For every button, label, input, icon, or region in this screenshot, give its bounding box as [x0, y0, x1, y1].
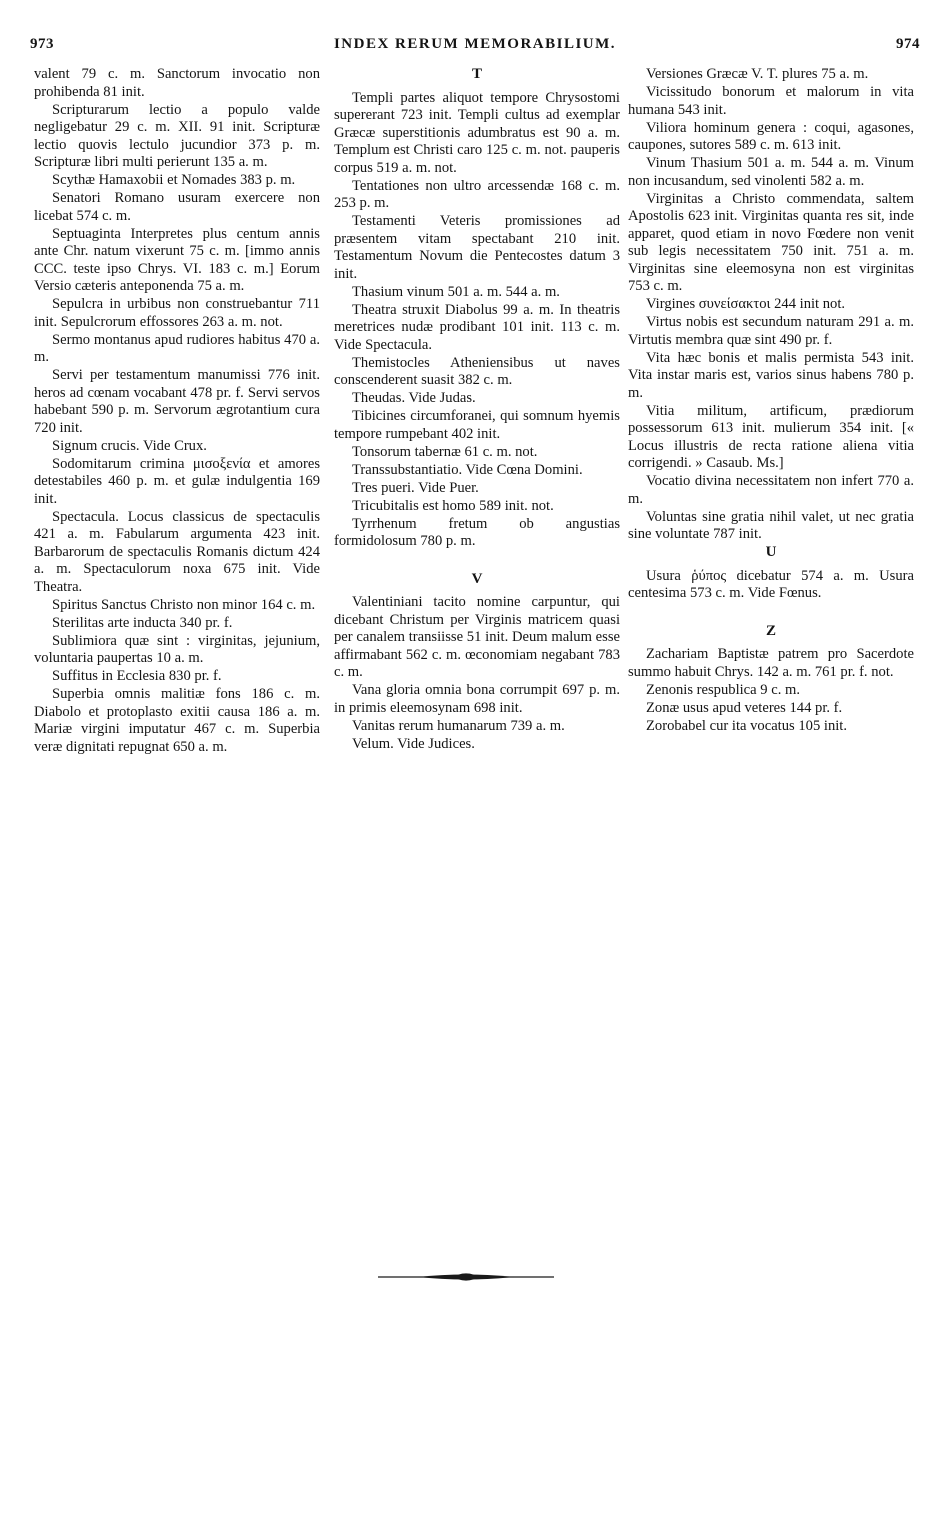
- index-entry: Spiritus Sanctus Christo non minor 164 c. m.: [52, 596, 316, 613]
- section-letter-u: U: [765, 544, 777, 560]
- index-entry: Sublimiora quæ sint : virginitas, jejunium, voluntaria paupertas 10 a. m.: [34, 632, 320, 666]
- index-entry: Scripturarum lectio a populo valde negligebatur 29 c. m. XII. 91 init. Scripturæ lectio quovis lectulo jucundior 373 p. m. Scripturæ libri multi perierunt 135 a. m.: [34, 101, 320, 170]
- index-column-3: [628, 66, 914, 736]
- section-letter-v: V: [471, 570, 483, 587]
- index-entry: Vocatio divina necessitatem non infert 770 a. m.: [628, 473, 914, 507]
- index-entry: Sterilitas arte inducta 340 pr. f.: [52, 614, 233, 631]
- index-entry: Virginitas a Christo commendata, saltem Apostolis 623 init. Virginitas quanta res sit, inde apparet, quod etiam in novo Fœdere non venit sub legis necessitatem 750 init. 751 a. m. Virginitas sine eleemosyna non est virginitas 753 c. m.: [628, 190, 914, 294]
- section-letter-z: Z: [765, 622, 776, 639]
- index-entry: Tricubitalis est homo 589 init. not.: [352, 497, 554, 514]
- index-entry: Theudas. Vide Judas.: [352, 390, 476, 406]
- index-entry: Templi partes aliquot tempore Chrysostomi supererant 723 init. Templi cultus ad exemplar Græcæ superstitionis adumbratus est 90 a. m. Templum est Christi caro 125 c. m. not. pauperis corpus 519 a. m. not.: [334, 89, 620, 176]
- left-page-number: 973: [30, 36, 54, 52]
- index-entry: Thasium vinum 501 a. m. 544 a. m.: [352, 283, 560, 300]
- index-entry: Valentiniani tacito nomine carpuntur, qui dicebant Christum per Virginis matricem quasi per canalem transiisse 51 init. Deum malum esse affirmabant 562 c. m. œconomiam negabant 783 c. m.: [334, 594, 620, 680]
- index-entry: Suffitus in Ecclesia 830 pr. f.: [52, 668, 222, 684]
- index-column-1: [34, 66, 320, 757]
- index-entry: Vana gloria omnia bona corrumpit 697 p. m. in primis eleemosynam 698 init.: [334, 682, 620, 716]
- index-entry: Virtus nobis est secundum naturam 291 a. m. Virtutis membra quæ sint 490 pr. f.: [628, 314, 914, 348]
- index-entry: Vanitas rerum humanarum 739 a. m.: [352, 717, 565, 734]
- running-title: INDEX RERUM MEMORABILIUM.: [333, 36, 617, 52]
- index-entry: Tibicines circumforanei, qui somnum hyemis tempore rumpebant 402 init.: [334, 408, 620, 442]
- index-entry: Vicissitudo bonorum et malorum in vita humana 543 init.: [628, 84, 914, 118]
- index-entry: Septuaginta Interpretes plus centum annis ante Chr. natum vixerunt 75 c. m. [immo annis CCC. teste ipso Chrys. VI. 183 c. m.] Eorum Versio cæteris anteponenda 75 a. m.: [34, 225, 320, 294]
- index-entry: Sepulcra in urbibus non construebantur 711 init. Sepulcrorum effossores 263 a. m. not.: [34, 296, 320, 330]
- index-entry: Vitia militum, artificum, prædiorum possessorum 613 init. mulierum 354 init. [« Locus illustris de recta ratione aliena vitia corrigendi. » Casaub. Ms.]: [628, 402, 914, 471]
- index-entry: Servi per testamentum manumissi 776 init. heros ad cœnam vocabant 478 pr. f. Servi servos habebant 590 p. m. Servorum ægrotantium cura 720 init.: [34, 367, 320, 436]
- index-entry: Transsubstantiatio. Vide Cœna Domini.: [352, 461, 583, 478]
- index-entry: Sodomitarum crimina μισοξενία et amores detestabiles 460 p. m. et gulæ indulgentia 169 init.: [34, 455, 320, 507]
- index-entry: Voluntas sine gratia nihil valet, ut nec gratia sine voluntate 787 init.: [628, 508, 914, 542]
- index-entry: Spectacula. Locus classicus de spectaculis 421 a. m. Fabularum argumenta 423 init. Barbarorum de spectaculis Romanis dictum 424 a. m. Spectaculorum noxa 675 init. Vide Theatra.: [34, 508, 320, 595]
- index-entry: Velum. Vide Judices.: [352, 735, 475, 752]
- section-letter-t: T: [471, 66, 482, 82]
- index-entry: Zenonis respublica 9 c. m.: [646, 681, 801, 698]
- index-entry: Tentationes non ultro arcessendæ 168 c. m. 253 p. m.: [334, 177, 620, 211]
- index-entry: Superbia omnis malitiæ fons 186 c. m. Diabolo et protoplasto exitii causa 186 a. m. Mariæ virgini imputatur 467 c. m. Superbia veræ dignitati repugnat 650 a. m.: [34, 686, 320, 755]
- running-header: [30, 36, 920, 60]
- index-entry: Virgines συνείσακτοι 244 init not.: [646, 296, 846, 312]
- right-page-number: 974: [896, 36, 920, 52]
- index-entry: Senatori Romano usuram exercere non licebat 574 c. m.: [34, 190, 320, 224]
- index-entry: Zachariam Baptistæ patrem pro Sacerdote summo habuit Chrys. 142 a. m. 761 pr. f. not.: [628, 646, 914, 680]
- index-entry: Scythæ Hamaxobii et Nomades 383 p. m.: [52, 172, 296, 188]
- index-entry: Themistocles Atheniensibus ut naves conscenderent suasit 382 c. m.: [334, 354, 620, 388]
- index-entry: Signum crucis. Vide Crux.: [52, 437, 207, 454]
- index-entry: Zorobabel cur ita vocatus 105 init.: [646, 717, 848, 734]
- index-entry: Tyrrhenum fretum ob angustias formidolosum 780 p. m.: [334, 515, 620, 549]
- index-entry: Testamenti Veteris promissiones ad præsentem vitam spectabant 210 init. Testamentum Novum die Pentecostes datum 3 init.: [334, 213, 620, 282]
- index-entry: Vinum Thasium 501 a. m. 544 a. m. Vinum non incusandum, sed vinolenti 582 a. m.: [628, 155, 914, 189]
- index-entry: Tres pueri. Vide Puer.: [352, 479, 479, 496]
- index-entry: valent 79 c. m. Sanctorum invocatio non prohibenda 81 init.: [34, 66, 320, 100]
- index-entry: Zonæ usus apud veteres 144 pr. f.: [646, 699, 843, 716]
- index-entry: Sermo montanus apud rudiores habitus 470 a. m.: [34, 331, 320, 365]
- index-entry: Vita hæc bonis et malis permista 543 init. Vita instar maris est, varios sinus habens 780 p. m.: [628, 349, 914, 401]
- end-ornament-rule: [378, 1271, 554, 1283]
- index-entry: Theatra struxit Diabolus 99 a. m. In theatris meretrices nudæ prodibant 101 init. 113 c. m. Vide Spectacula.: [334, 301, 620, 353]
- index-column-2: [334, 66, 620, 754]
- index-entry: Viliora hominum genera : coqui, agasones, caupones, sutores 589 c. m. 613 init.: [628, 119, 914, 153]
- index-entry: Usura ῥύπος dicebatur 574 a. m. Usura centesima 573 c. m. Vide Fœnus.: [628, 567, 914, 601]
- index-entry: Versiones Græcæ V. T. plures 75 a. m.: [646, 66, 869, 82]
- index-entry: Tonsorum tabernæ 61 c. m. not.: [352, 443, 538, 460]
